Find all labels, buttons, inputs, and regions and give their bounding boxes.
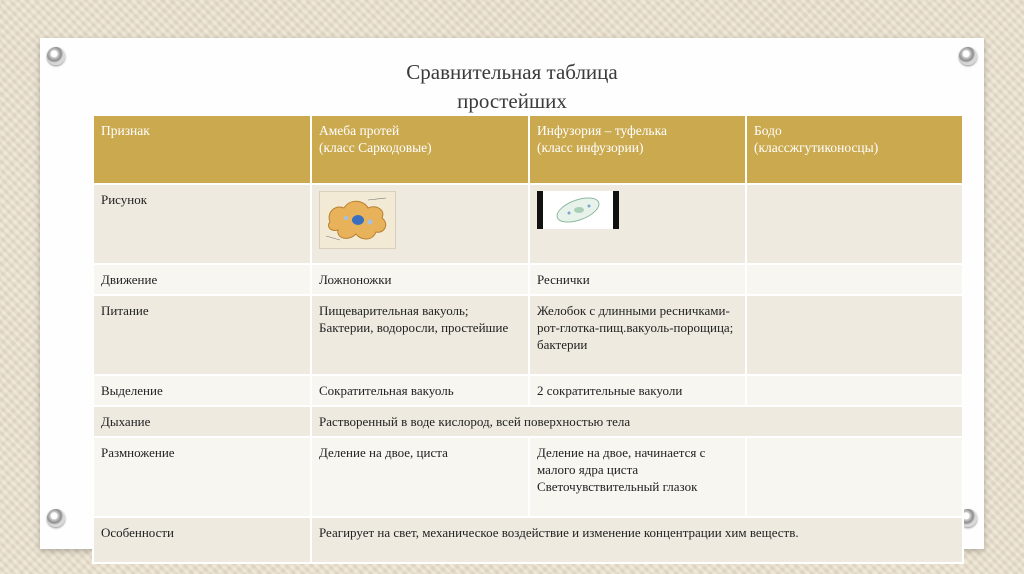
row-label-nutrition: Питание [93, 295, 311, 375]
cell-infusoria-nutrition: Желобок с длинными ресничками-рот-глотка-пищ.вакуоль-порощица; бактерии [529, 295, 746, 375]
cell-bodo-drawing [746, 184, 963, 264]
row-label-movement: Движение [93, 264, 311, 295]
title-line-1: Сравнительная таблица [406, 60, 618, 84]
row-label-reproduction: Размножение [93, 437, 311, 517]
header-bodo-class: (классжгутиконосцы) [754, 140, 879, 155]
pushpin-icon [47, 509, 65, 527]
ameba-image [319, 191, 396, 249]
cell-infusoria-reproduction: Деление на двое, начинается с малого ядра циста Светочувствительный глазок [529, 437, 746, 517]
cell-ameba-movement: Ложноножки [311, 264, 529, 295]
comparison-table [92, 114, 964, 564]
row-label-breathing: Дыхание [93, 406, 311, 437]
row-label-features: Особенности [93, 517, 311, 563]
cell-bodo-reproduction [746, 437, 963, 517]
table-header-row [93, 115, 963, 184]
cell-features-merged: Реагирует на свет, механическое воздействие и изменение концентрации хим веществ. [311, 517, 963, 563]
table-row [93, 517, 963, 563]
header-ameba-name: Амеба протей [319, 123, 400, 138]
cell-breathing-merged: Растворенный в воде кислород, всей поверхностью тела [311, 406, 963, 437]
title-line-2: простейших [457, 89, 567, 113]
table-row [93, 295, 963, 375]
paramecium-image [537, 191, 619, 229]
row-label-excretion: Выделение [93, 375, 311, 406]
header-infusoria-class: (класс инфузории) [537, 140, 644, 155]
header-ameba [311, 115, 529, 184]
cell-ameba-nutrition: Пищеварительная вакуоль; Бактерии, водоросли, простейшие [311, 295, 529, 375]
header-infusoria [529, 115, 746, 184]
table-row [93, 437, 963, 517]
header-bodo-name: Бодо [754, 123, 782, 138]
cell-bodo-movement [746, 264, 963, 295]
header-feature-label: Признак [101, 123, 150, 138]
cell-ameba-reproduction: Деление на двое, циста [311, 437, 529, 517]
header-ameba-class: (класс Саркодовые) [319, 140, 432, 155]
table-row [93, 264, 963, 295]
cell-infusoria-drawing [529, 184, 746, 264]
cell-bodo-excretion [746, 375, 963, 406]
header-feature [93, 115, 311, 184]
cell-infusoria-excretion: 2 сократительные вакуоли [529, 375, 746, 406]
table-row [93, 406, 963, 437]
table-row [93, 375, 963, 406]
cell-ameba-excretion: Сократительная вакуоль [311, 375, 529, 406]
header-infusoria-name: Инфузория – туфелька [537, 123, 667, 138]
table-row [93, 184, 963, 264]
header-bodo [746, 115, 963, 184]
slide-title [0, 58, 1024, 116]
row-label-drawing: Рисунок [93, 184, 311, 264]
cell-ameba-drawing [311, 184, 529, 264]
cell-bodo-nutrition [746, 295, 963, 375]
cell-infusoria-movement: Реснички [529, 264, 746, 295]
